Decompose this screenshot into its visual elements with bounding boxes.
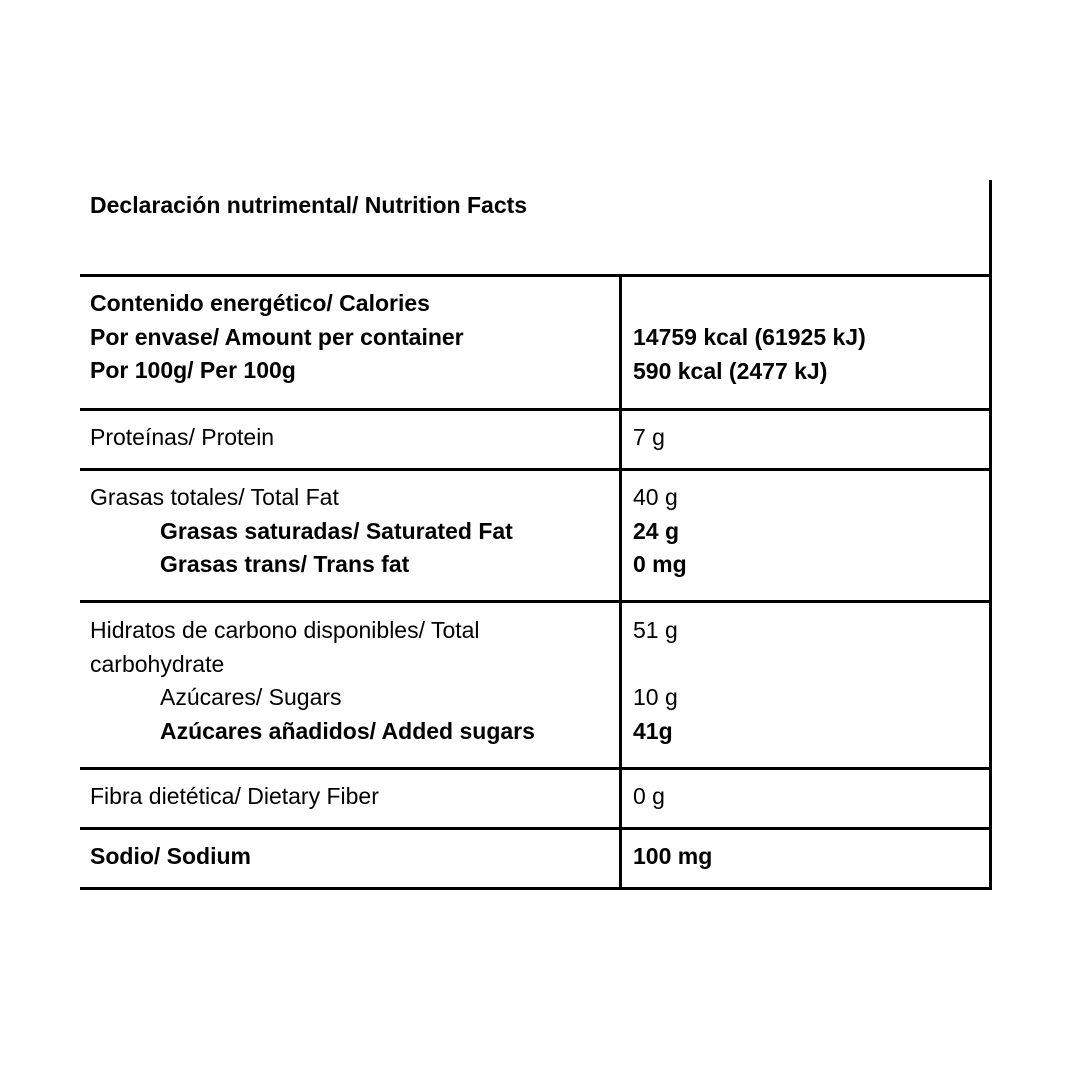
carb-labels <box>90 614 535 748</box>
table-title: Declaración nutrimental/ Nutrition Facts <box>90 192 528 218</box>
energy-labels <box>90 287 464 388</box>
sodium-label: Sodio/ Sodium <box>90 843 251 869</box>
added-sugars-label: Azúcares añadidos/ Added sugars <box>160 717 535 744</box>
per-container-label: Por envase/ Amount per container <box>90 323 464 350</box>
table-column-divider <box>619 275 622 890</box>
saturated-fat-value: 24 g <box>633 517 680 544</box>
row-divider <box>80 274 992 277</box>
energy-label: Contenido energético/ Calories <box>90 290 430 316</box>
row-divider <box>80 600 992 603</box>
row-divider <box>80 827 992 830</box>
sodium-value: 100 mg <box>633 843 713 869</box>
saturated-fat-label: Grasas saturadas/ Saturated Fat <box>160 517 513 544</box>
total-carb-label-line1: Hidratos de carbono disponibles/ Total <box>90 617 480 643</box>
fiber-value: 0 g <box>633 783 665 809</box>
per-100g-label: Por 100g/ Per 100g <box>90 357 296 383</box>
trans-fat-value: 0 mg <box>633 551 687 577</box>
total-carb-label-line2: carbohydrate <box>90 650 225 677</box>
table-bottom-border <box>80 887 992 890</box>
sugars-label: Azúcares/ Sugars <box>160 684 342 710</box>
fat-labels <box>90 481 513 582</box>
per-container-value: 14759 kcal (61925 kJ) <box>633 324 866 350</box>
trans-fat-label: Grasas trans/ Trans fat <box>160 551 410 577</box>
sugars-value: 10 g <box>633 684 678 710</box>
added-sugars-value: 41g <box>633 717 673 744</box>
fiber-label: Fibra dietética/ Dietary Fiber <box>90 783 379 809</box>
row-divider <box>80 468 992 471</box>
total-carb-value: 51 g <box>633 617 678 643</box>
total-fat-label: Grasas totales/ Total Fat <box>90 484 339 510</box>
row-divider <box>80 767 992 770</box>
per-100g-value: 590 kcal (2477 kJ) <box>633 357 828 384</box>
table-right-border <box>989 180 992 890</box>
energy-values <box>633 321 866 388</box>
protein-value: 7 g <box>633 424 665 450</box>
row-divider <box>80 408 992 411</box>
fat-values <box>633 481 687 582</box>
total-fat-value: 40 g <box>633 484 678 510</box>
nutrition-facts-table <box>80 180 992 890</box>
carb-values <box>633 614 678 748</box>
protein-label: Proteínas/ Protein <box>90 424 275 450</box>
